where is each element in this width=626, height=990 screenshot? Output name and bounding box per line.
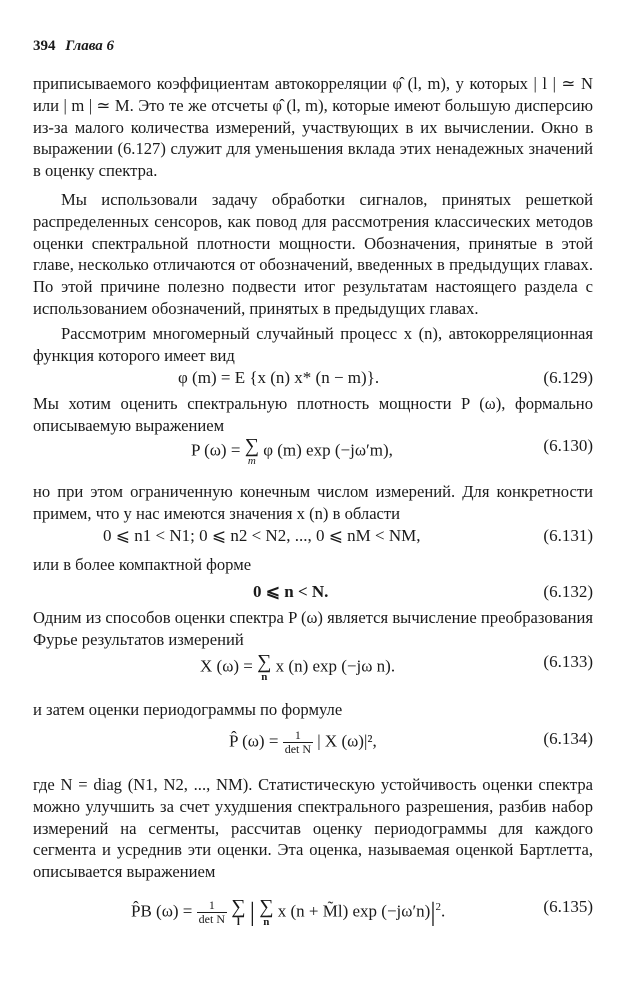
paragraph-1: приписываемого коэффициентам автокорреляции φ̂ (l, m), у которых | l | ≃ N или | m | ≃ M. Это те же отсчеты φ̂ (l, m), которые имеют большую дисперсию из-за малого количества измерений, участвующих в их вычислении. Окно в выражении (6.127) служит для уменьшения вклада этих ненадежных значений в оценку спектра. (33, 74, 593, 181)
page-header (33, 38, 114, 55)
fraction (283, 729, 313, 756)
equation-inner: x (n + M̃l) exp (−jω′n) (277, 901, 431, 921)
sum-limit: n (261, 671, 268, 683)
paragraph-4: Мы хотим оценить спектральную плотность мощности P (ω), формально описываемую выражением (33, 394, 593, 435)
sum-limit-outer: l (236, 916, 240, 928)
page-number: 394 (33, 38, 56, 54)
equation-lhs: X (ω) = (200, 656, 258, 676)
equation-number: (6.133) (543, 652, 593, 671)
fraction-denominator: det N (198, 912, 225, 926)
equation-body: 0 ⩽ n1 < N1; 0 ⩽ n2 < N2, ..., 0 ⩽ nM < NM, (103, 526, 421, 545)
sum-symbol-outer: ∑ l (231, 896, 246, 928)
equation-number: (6.131) (543, 526, 593, 545)
equation-6-130 (33, 436, 593, 476)
equation-6-135: P̂B (ω) = $\frac{1}{\text{det N}}$ ∑ l | ∑ n x (n + M̃l) $\exp (-j\omega'n)|^2$. (6.135) (131, 896, 593, 928)
fraction (197, 899, 227, 926)
equation-number: (6.135) (543, 897, 593, 916)
equation-lhs: P (ω) = (191, 440, 245, 460)
paragraph-2: Мы использовали задачу обработки сигналов, принятых решеткой распределенных сенсоров, как повод для рассмотрения классических методов оценки спектральной плотности мощности. Обозначения, принятые в этой главе, несколько отличаются от обозначений, введенных в предыдущих главах. По этой причине полезно подвести итог результатам настоящего раздела с использованием обозначений, принятых в предыдущих главах. (33, 190, 593, 318)
paragraph-8: и затем оценки периодограммы по формуле (33, 700, 343, 719)
paragraph-3: Рассмотрим многомерный случайный процесс x (n), автокорреляционная функция которого имеет вид (33, 324, 593, 365)
sum-limit-inner: n (263, 916, 270, 928)
equation-number: (6.130) (543, 436, 593, 455)
sum-symbol: ∑ n (257, 651, 272, 683)
fraction-denominator: det N (284, 742, 312, 756)
equation-6-133 (33, 652, 593, 692)
equation-body: φ (m) = E {x (n) x* (n − m)}. (178, 368, 380, 387)
paragraph-7: Одним из способов оценки спектра P (ω) является вычисление преобразования Фурье результатов измерений (33, 608, 593, 649)
sum-symbol: ∑ m (244, 435, 259, 467)
paragraph-9: где N = diag (N1, N2, ..., NM). Статистическую устойчивость оценки спектра можно улучшить за счет ухудшения спектрального разрешения, разбив набор измерений на сегменты, рассчитав оценку периодограммы для каждого сегмента и усреднив эти оценки. Эта оценка, называемая оценкой Бартлетта, описывается выражением (33, 775, 593, 882)
equation-rhs: φ (m) exp (−jω′m), (263, 440, 393, 460)
equation-rhs: | X (ω)|², (317, 731, 377, 751)
equation-rhs: x (n) exp (−jω n). (275, 656, 396, 676)
equation-power: 2 (435, 900, 442, 913)
chapter-title: Глава 6 (65, 38, 115, 54)
equation-lhs: P̂ (ω) = (229, 731, 283, 751)
fraction-numerator: 1 (197, 899, 227, 913)
sum-symbol-inner: ∑ n (259, 896, 274, 928)
equation-number: (6.129) (543, 368, 593, 387)
equation-6-131 (33, 526, 593, 556)
sum-limit: m (247, 455, 256, 467)
equation-number: (6.132) (543, 582, 593, 601)
equation-number: (6.134) (543, 729, 593, 748)
paragraph-5: но при этом ограниченную конечным числом измерений. Для конкретности примем, что у нас имеются значения x (n) в области (33, 482, 593, 523)
equation-lhs: P̂B (ω) = (131, 901, 197, 921)
equation-6-134 (33, 729, 593, 769)
equation-body: 0 ⩽ n < N. (253, 582, 329, 601)
paragraph-6: или в более компактной форме (33, 555, 252, 574)
fraction-numerator: 1 (283, 729, 313, 743)
